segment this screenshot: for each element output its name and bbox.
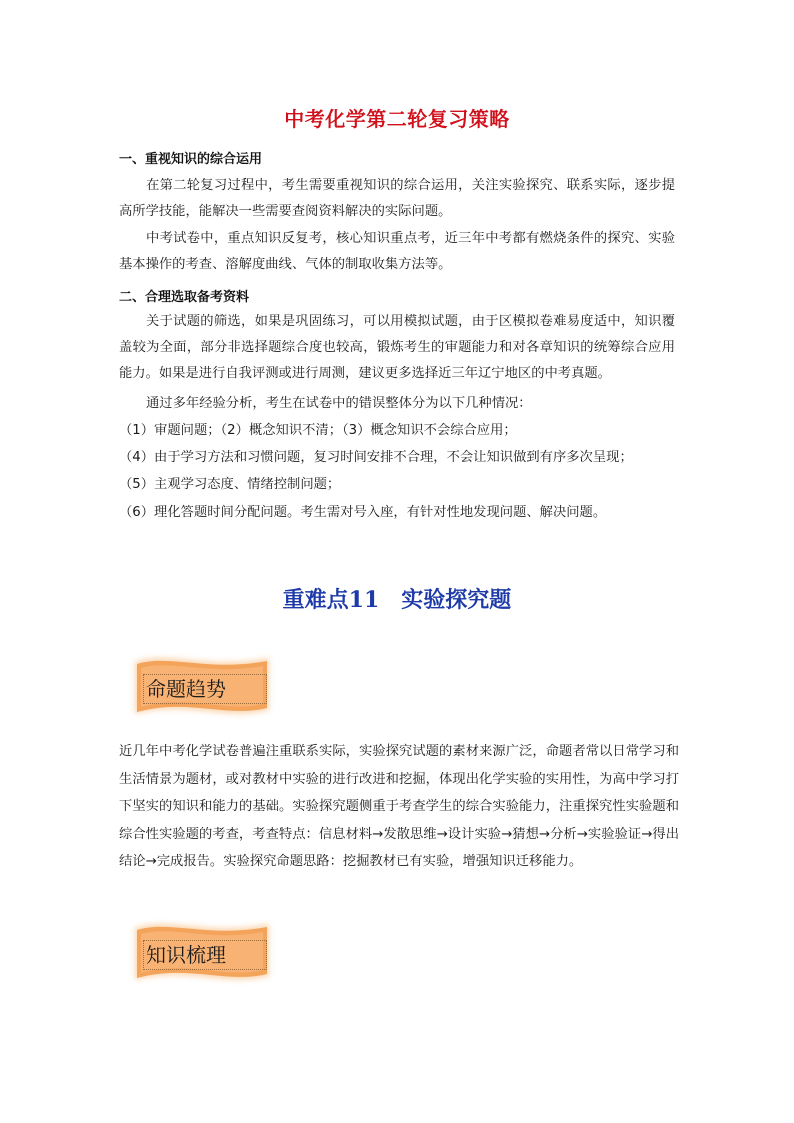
error-type-item: （1）审题问题；（2）概念知识不清；（3）概念知识不会综合应用；	[119, 423, 517, 438]
section2-heading: 二、合理选取备考资料	[119, 290, 250, 305]
knowledge-banner-label: 知识梳理	[143, 940, 267, 970]
error-type-item: （6）理化答题时间分配问题。考生需对号入座，有针对性地发现问题、解决问题。	[119, 505, 607, 520]
trend-banner-label: 命题趋势	[143, 674, 267, 704]
document-title: 中考化学第二轮复习策略	[284, 107, 510, 131]
knowledge-banner	[127, 918, 277, 988]
error-type-item: （5）主观学习态度、情绪控制问题；	[119, 477, 341, 492]
topic-label: 重难点11	[282, 587, 380, 613]
topic-title	[0, 583, 794, 614]
section2-paragraph-1: 关于试题的筛选，如果是巩固练习，可以用模拟试题，由于区模拟卷难易度适中，知识覆盖较为全面，部分非选择题综合度也较高，锻炼考生的审题能力和对各章知识的统筹综合应用能力。如果是进行自我评测或进行周测，建议更多选择近三年辽宁地区的中考真题。	[119, 314, 675, 381]
section2-paragraph-2: 通过多年经验分析，考生在试卷中的错误整体分为以下几种情况：	[146, 396, 532, 411]
trend-paragraph: 近几年中考化学试卷普遍注重联系实际，实验探究试题的素材来源广泛，命题者常以日常学习和生活情景为题材，或对教材中实验的进行改进和挖掘，体现出化学实验的实用性，为高中学习打下坚实的知识和能力的基础。实验探究题侧重于考查学生的综合实验能力，注重探究性实验题和综合性实验题的考查，考查特点：信息材料→发散思维→设计实验→猜想→分析→实验验证→得出结论→完成报告。实验探究命题思路：挖掘教材已有实验，增强知识迁移能力。	[119, 744, 679, 870]
error-type-item: （4）由于学习方法和习惯问题，复习时间安排不合理，不会让知识做到有序多次呈现；	[119, 450, 633, 465]
section1-paragraph-1: 在第二轮复习过程中，考生需要重视知识的综合运用，关注实验探究、联系实际，逐步提高所学技能，能解决一些需要查阅资料解决的实际问题。	[119, 178, 675, 219]
trend-banner	[127, 652, 277, 722]
topic-name: 实验探究题	[401, 587, 512, 613]
section1-paragraph-2: 中考试卷中，重点知识反复考，核心知识重点考，近三年中考都有燃烧条件的探究、实验基本操作的考查、溶解度曲线、气体的制取收集方法等。	[119, 231, 675, 272]
section1-heading: 一、重视知识的综合运用	[119, 152, 263, 167]
